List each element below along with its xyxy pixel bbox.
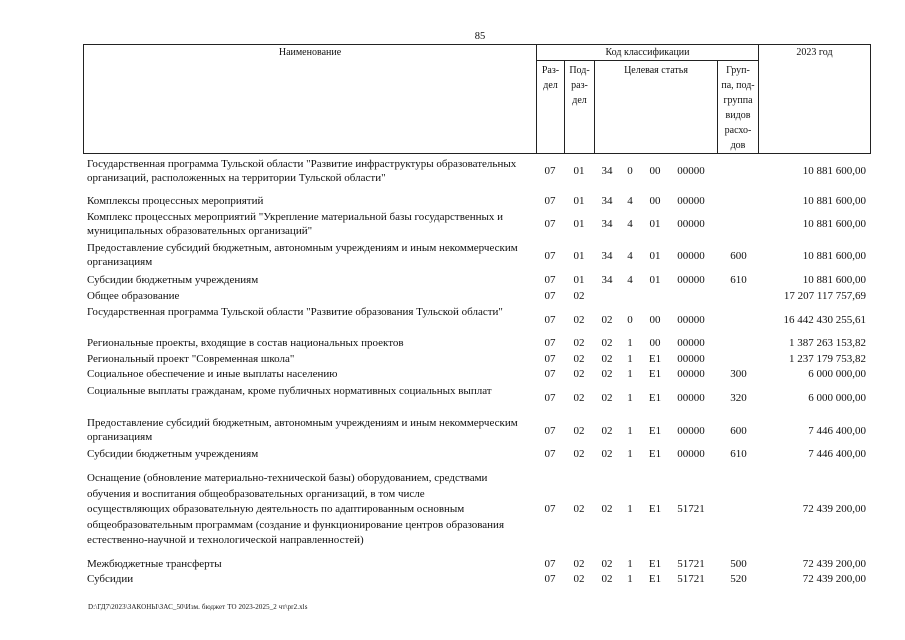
row-event: 00 xyxy=(649,314,661,326)
table-row xyxy=(83,194,870,208)
table-row xyxy=(83,447,870,461)
row-program: 02 xyxy=(601,448,613,460)
row-name: Региональные проекты, входящие в состав национальных проектов xyxy=(87,337,404,349)
row-podrazdel: 02 xyxy=(573,573,585,585)
row-subprogram: 4 xyxy=(627,250,633,262)
row-expense-group: 600 xyxy=(730,250,747,262)
row-sum: 10 881 600,00 xyxy=(802,218,866,230)
row-subprogram: 4 xyxy=(627,274,633,286)
row-event: E1 xyxy=(648,368,662,380)
header-razdel: Раз- дел xyxy=(537,61,565,154)
row-event: E1 xyxy=(648,425,662,437)
row-program: 02 xyxy=(601,573,613,585)
row-event: E1 xyxy=(648,448,662,460)
row-razdel: 07 xyxy=(544,314,556,326)
row-name: Социальное обеспечение и иные выплаты населению xyxy=(87,368,338,380)
row-podrazdel: 01 xyxy=(573,165,585,177)
row-razdel: 07 xyxy=(544,274,556,286)
row-expense-group: 300 xyxy=(730,368,747,380)
header-group: Груп- па, под- группа видов расхо- дов xyxy=(718,61,759,154)
row-event: 01 xyxy=(649,218,661,230)
row-podrazdel: 02 xyxy=(573,448,585,460)
row-expense-group: 520 xyxy=(730,573,747,585)
row-direction: 00000 xyxy=(677,368,705,380)
row-event: E1 xyxy=(648,573,662,585)
row-direction: 00000 xyxy=(677,337,705,349)
row-razdel: 07 xyxy=(544,165,556,177)
row-direction: 00000 xyxy=(677,353,705,365)
row-program: 02 xyxy=(601,368,613,380)
row-expense-group: 320 xyxy=(730,392,747,404)
row-razdel: 07 xyxy=(544,195,556,207)
row-subprogram: 1 xyxy=(627,337,633,349)
row-expense-group: 610 xyxy=(730,448,747,460)
row-sum: 7 446 400,00 xyxy=(808,425,866,437)
row-razdel: 07 xyxy=(544,337,556,349)
row-razdel: 07 xyxy=(544,250,556,262)
row-subprogram: 1 xyxy=(627,425,633,437)
row-event: 01 xyxy=(649,274,661,286)
row-subprogram: 1 xyxy=(627,573,633,585)
row-program: 34 xyxy=(601,195,613,207)
row-sum: 10 881 600,00 xyxy=(802,250,866,262)
row-direction: 00000 xyxy=(677,425,705,437)
row-program: 02 xyxy=(601,337,613,349)
row-direction: 00000 xyxy=(677,392,705,404)
row-subprogram: 4 xyxy=(627,218,633,230)
table-row xyxy=(83,241,870,269)
row-subprogram: 1 xyxy=(627,353,633,365)
row-podrazdel: 02 xyxy=(573,503,585,515)
table-row xyxy=(83,273,870,287)
row-event: 00 xyxy=(649,165,661,177)
row-razdel: 07 xyxy=(544,392,556,404)
page-number: 85 xyxy=(474,31,486,42)
row-sum: 6 000 000,00 xyxy=(808,368,866,380)
row-podrazdel: 02 xyxy=(573,392,585,404)
row-podrazdel: 02 xyxy=(573,337,585,349)
row-program: 34 xyxy=(601,165,613,177)
row-event: 01 xyxy=(649,250,661,262)
row-direction: 51721 xyxy=(677,503,705,515)
row-sum: 10 881 600,00 xyxy=(802,274,866,286)
row-direction: 00000 xyxy=(677,448,705,460)
row-subprogram: 1 xyxy=(627,392,633,404)
row-program: 02 xyxy=(601,353,613,365)
row-podrazdel: 01 xyxy=(573,218,585,230)
row-razdel: 07 xyxy=(544,558,556,570)
row-razdel: 07 xyxy=(544,573,556,585)
row-podrazdel: 02 xyxy=(573,353,585,365)
table-row xyxy=(83,384,870,412)
table-row xyxy=(83,352,870,366)
row-sum: 1 387 263 153,82 xyxy=(789,337,866,349)
row-program: 34 xyxy=(601,218,613,230)
row-name: Оснащение (обновление материально-технической базы) оборудованием, средствами обучения и воспитания общеобразовательных организаций, в том числе осуществляющих образовательную деятельность по адаптированным основным общеобразовательным программам (создание и функционирование центров образования естественно-научной и технологической направленностей) xyxy=(87,472,505,546)
row-subprogram: 0 xyxy=(627,165,633,177)
row-subprogram: 1 xyxy=(627,448,633,460)
row-subprogram: 1 xyxy=(627,368,633,380)
row-podrazdel: 01 xyxy=(573,195,585,207)
table-row xyxy=(83,471,870,547)
table-row xyxy=(83,210,870,238)
row-event: E1 xyxy=(648,558,662,570)
row-subprogram: 1 xyxy=(627,503,633,515)
row-name: Субсидии бюджетным учреждениям xyxy=(87,448,259,460)
row-name: Социальные выплаты гражданам, кроме публичных нормативных социальных выплат xyxy=(87,385,492,397)
row-event: 00 xyxy=(649,195,661,207)
row-name: Комплекс процессных мероприятий "Укрепление материальной базы государственных и муниципальных образовательных организаций" xyxy=(87,211,504,237)
row-name: Предоставление субсидий бюджетным, автономным учреждениям и иным некоммерческим организациям xyxy=(87,417,518,443)
row-direction: 00000 xyxy=(677,250,705,262)
row-expense-group: 610 xyxy=(730,274,747,286)
row-razdel: 07 xyxy=(544,290,556,302)
row-podrazdel: 01 xyxy=(573,250,585,262)
row-name: Государственная программа Тульской области "Развитие инфраструктуры образовательных организаций, расположенных на территории Тульской области" xyxy=(87,158,517,184)
row-sum: 72 439 200,00 xyxy=(802,573,866,585)
row-event: E1 xyxy=(648,392,662,404)
row-program: 34 xyxy=(601,250,613,262)
header-name: Наименование xyxy=(84,45,537,154)
table-row xyxy=(83,572,870,586)
row-sum: 16 442 430 255,61 xyxy=(783,314,866,326)
row-name: Государственная программа Тульской области "Развитие образования Тульской области" xyxy=(87,306,503,318)
row-razdel: 07 xyxy=(544,425,556,437)
row-sum: 17 207 117 757,69 xyxy=(783,290,866,302)
header-code: Код классификации xyxy=(537,45,759,61)
row-name: Региональный проект "Современная школа" xyxy=(87,353,295,365)
row-razdel: 07 xyxy=(544,218,556,230)
table-row xyxy=(83,336,870,350)
table-row xyxy=(83,367,870,381)
file-path-footer: D:\ГД7\2023\ЗАКОНЫ\ЗАС_50\Изм. бюджет ТО 2023-2025_2 чт\pr2.xls xyxy=(88,603,308,611)
row-podrazdel: 02 xyxy=(573,368,585,380)
row-direction: 00000 xyxy=(677,274,705,286)
row-program: 02 xyxy=(601,558,613,570)
row-subprogram: 4 xyxy=(627,195,633,207)
row-program: 34 xyxy=(601,274,613,286)
row-name: Комплексы процессных мероприятий xyxy=(87,195,264,207)
row-sum: 6 000 000,00 xyxy=(808,392,866,404)
table-row xyxy=(83,416,870,444)
row-direction: 00000 xyxy=(677,195,705,207)
row-program: 02 xyxy=(601,392,613,404)
table-row xyxy=(83,305,870,333)
row-podrazdel: 01 xyxy=(573,274,585,286)
row-subprogram: 1 xyxy=(627,558,633,570)
table-row xyxy=(83,557,870,571)
row-name: Предоставление субсидий бюджетным, автономным учреждениям и иным некоммерческим организациям xyxy=(87,242,518,268)
row-razdel: 07 xyxy=(544,353,556,365)
row-direction: 51721 xyxy=(677,573,705,585)
row-sum: 10 881 600,00 xyxy=(802,165,866,177)
row-expense-group: 500 xyxy=(730,558,747,570)
table-row xyxy=(83,157,870,185)
row-name: Субсидии бюджетным учреждениям xyxy=(87,274,259,286)
row-sum: 7 446 400,00 xyxy=(808,448,866,460)
header-year: 2023 год xyxy=(759,45,871,154)
row-sum: 72 439 200,00 xyxy=(802,558,866,570)
row-program: 02 xyxy=(601,425,613,437)
row-event: E1 xyxy=(648,503,662,515)
row-name: Общее образование xyxy=(87,290,180,302)
row-razdel: 07 xyxy=(544,503,556,515)
row-razdel: 07 xyxy=(544,368,556,380)
row-name: Межбюджетные трансферты xyxy=(87,558,222,570)
row-podrazdel: 02 xyxy=(573,290,585,302)
row-event: E1 xyxy=(648,353,662,365)
header-target: Целевая статья xyxy=(595,61,718,154)
row-sum: 10 881 600,00 xyxy=(802,195,866,207)
row-sum: 1 237 179 753,82 xyxy=(789,353,866,365)
table-row xyxy=(83,289,870,303)
row-direction: 00000 xyxy=(677,218,705,230)
header-podrazdel: Под- раз- дел xyxy=(565,61,595,154)
row-direction: 51721 xyxy=(677,558,705,570)
row-event: 00 xyxy=(649,337,661,349)
table-header xyxy=(83,44,871,154)
row-program: 02 xyxy=(601,503,613,515)
row-program: 02 xyxy=(601,314,613,326)
row-podrazdel: 02 xyxy=(573,425,585,437)
row-razdel: 07 xyxy=(544,448,556,460)
row-sum: 72 439 200,00 xyxy=(802,503,866,515)
row-subprogram: 0 xyxy=(627,314,633,326)
row-direction: 00000 xyxy=(677,165,705,177)
row-direction: 00000 xyxy=(677,314,705,326)
row-expense-group: 600 xyxy=(730,425,747,437)
row-podrazdel: 02 xyxy=(573,558,585,570)
row-podrazdel: 02 xyxy=(573,314,585,326)
row-name: Субсидии xyxy=(87,573,134,585)
